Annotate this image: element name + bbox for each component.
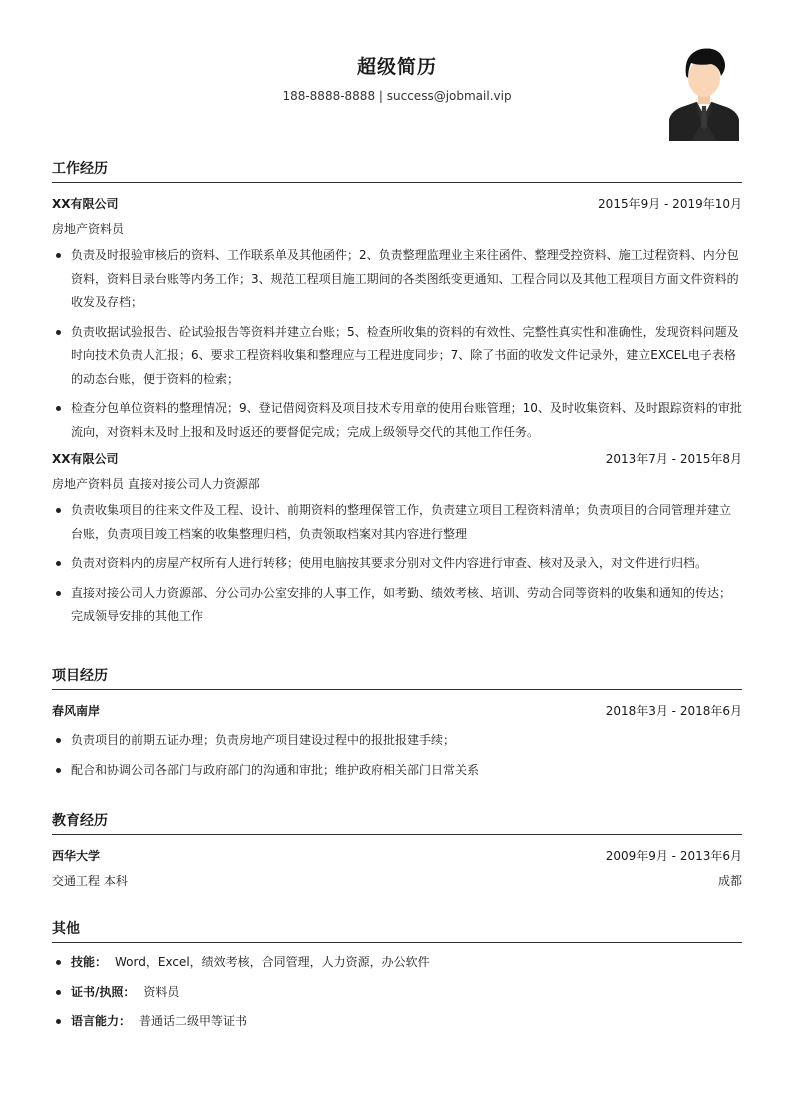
project-header (52, 702, 742, 727)
project-date: 2018年3月 - 2018年6月 (605, 704, 742, 718)
job-role: 房地产资料员 (52, 222, 125, 236)
education-detail (52, 872, 742, 897)
project-name: 春风南岸 (52, 704, 101, 718)
job-bullets (52, 499, 742, 629)
education-section-title: 教育经历 (52, 813, 108, 829)
other-bullets (52, 951, 742, 1034)
job-role: 房地产资料员 直接对接公司人力资源部 (52, 477, 260, 491)
list-item: 配合和协调公司各部门与政府部门的沟通和审批；维护政府相关部门日常关系 (52, 759, 742, 783)
certificate-label: 证书/执照： (71, 984, 136, 999)
job-role-row (52, 475, 742, 500)
education-section (52, 810, 742, 897)
project-section-title: 项目经历 (52, 668, 108, 684)
section-divider (52, 689, 742, 690)
job-date: 2013年7月 - 2015年8月 (605, 452, 742, 466)
skills-label: 技能： (71, 955, 108, 969)
education-header (52, 847, 742, 872)
education-major: 交通工程 本科 (52, 874, 128, 888)
job-company: XX有限公司 (52, 197, 119, 211)
list-item: 负责收据试验报告、砼试验报告等资料并建立台账；5、检查所收集的资料的有效性、完整性真实性和准确性，发现资料问题及时向技术负责人汇报；6、要求工程资料收集和整理应与工程进度同步；7、除了书面的收发文件记录外，建立EXCEL电子表格的动态台账，便于资料的检索； (52, 321, 742, 392)
language-label: 语言能力： (71, 1014, 132, 1028)
job-header (52, 450, 742, 475)
education-date: 2009年9月 - 2013年6月 (605, 849, 742, 863)
education-city: 成都 (717, 874, 742, 888)
list-item (52, 951, 742, 975)
job-bullets (52, 244, 742, 444)
job-date: 2015年9月 - 2019年10月 (598, 197, 742, 211)
section-divider (52, 942, 742, 943)
job-role-row (52, 220, 742, 245)
work-section (52, 158, 742, 635)
skills-value: Word，Excel，绩效考核，合同管理，人力资源，办公软件 (115, 955, 430, 969)
school-name: 西华大学 (52, 849, 101, 863)
list-item: 直接对接公司人力资源部、分公司办公室安排的人事工作，如考勤、绩效考核、培训、劳动合同等资料的收集和通知的传达；完成领导安排的其他工作 (52, 582, 742, 629)
resume-name: 超级简历 (356, 56, 437, 78)
list-item (52, 981, 742, 1005)
list-item: 负责收集项目的往来文件及工程、设计、前期资料的整理保管工作，负责建立项目工程资料清单；负责项目的合同管理并建立台账，负责项目竣工档案的收集整理归档，负责领取档案对其内容进行整理 (52, 499, 742, 546)
certificate-value: 资料员 (143, 984, 180, 999)
other-section-title: 其他 (52, 921, 80, 937)
list-item (52, 1010, 742, 1034)
job-company: XX有限公司 (52, 452, 119, 466)
project-section (52, 665, 742, 788)
list-item: 检查分包单位资料的整理情况；9、登记借阅资料及项目技术专用章的使用台账管理；10、及时收集资料、及时跟踪资料的审批流向，对资料未及时上报和及时返还的要督促完成；完成上级领导交代的其他工作任务。 (52, 397, 742, 444)
resume-page (52, 0, 742, 1028)
section-divider (52, 182, 742, 183)
resume-header (52, 0, 742, 150)
avatar-icon (669, 46, 739, 141)
list-item: 负责及时报验审核后的资料、工作联系单及其他函件；2、负责整理监理业主来往函件、整理受控资料、施工过程资料、内分包资料，资料目录台账等内务工作；3、规范工程项目施工期间的各类图纸变更通知、工程合同以及其他工程项目方面文件资料的收发及存档； (52, 244, 742, 315)
language-value: 普通话二级甲等证书 (139, 1014, 248, 1028)
list-item: 负责对资料内的房屋产权所有人进行转移；使用电脑按其要求分别对文件内容进行审查、核对及录入，对文件进行归档。 (52, 552, 742, 576)
contact-info: 188-8888-8888 | success@jobmail.vip (282, 89, 512, 103)
other-section (52, 918, 742, 1040)
project-bullets (52, 729, 742, 782)
section-divider (52, 834, 742, 835)
list-item: 负责项目的前期五证办理；负责房地产项目建设过程中的报批报建手续； (52, 729, 742, 753)
work-section-title: 工作经历 (52, 161, 108, 177)
job-header (52, 195, 742, 220)
